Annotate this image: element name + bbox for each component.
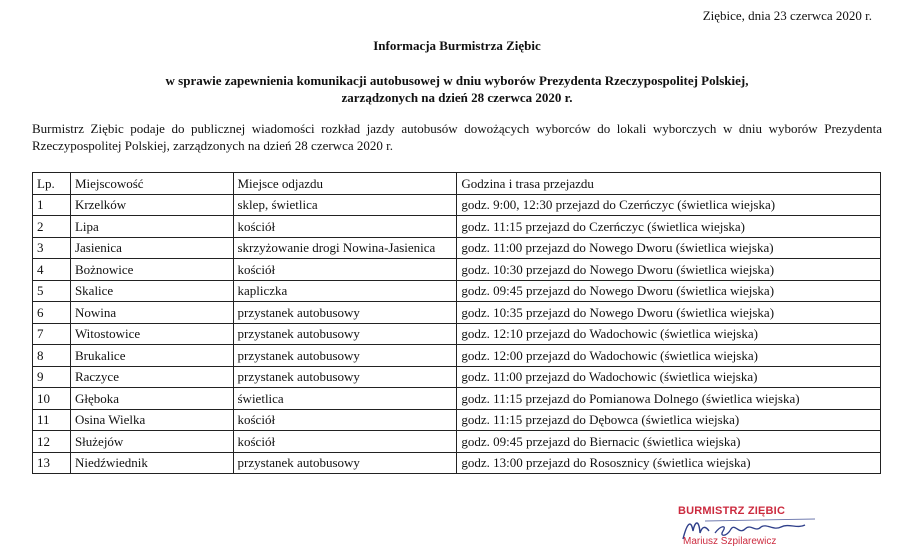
cell-miejscowosc: Krzelków: [70, 194, 233, 216]
cell-godzina-trasa: godz. 10:30 przejazd do Nowego Dworu (świetlica wiejska): [457, 259, 881, 281]
cell-lp: 11: [33, 409, 71, 431]
table-row: [33, 452, 881, 474]
table-row: [33, 302, 881, 324]
cell-godzina-trasa: godz. 11:15 przejazd do Czerńczyc (świetlica wiejska): [457, 216, 881, 238]
document-subtitle: [0, 72, 914, 106]
cell-godzina-trasa: godz. 12:10 przejazd do Wadochowic (świetlica wiejska): [457, 323, 881, 345]
table-row: [33, 323, 881, 345]
cell-godzina-trasa: godz. 11:00 przejazd do Nowego Dworu (świetlica wiejska): [457, 237, 881, 259]
cell-miejscowosc: Raczyce: [70, 366, 233, 388]
cell-miejsce-odjazdu: kościół: [233, 216, 457, 238]
official-stamp: [665, 505, 825, 551]
table-header-row: [33, 173, 881, 195]
cell-miejsce-odjazdu: przystanek autobusowy: [233, 302, 457, 324]
cell-miejsce-odjazdu: kościół: [233, 431, 457, 453]
cell-godzina-trasa: godz. 10:35 przejazd do Nowego Dworu (świetlica wiejska): [457, 302, 881, 324]
cell-lp: 9: [33, 366, 71, 388]
table-row: [33, 345, 881, 367]
table-row: [33, 280, 881, 302]
subtitle-line-1: w sprawie zapewnienia komunikacji autobusowej w dniu wyborów Prezydenta Rzeczypospolitej Polskiej,: [165, 73, 749, 88]
cell-miejscowosc: Służejów: [70, 431, 233, 453]
cell-miejsce-odjazdu: kościół: [233, 259, 457, 281]
cell-lp: 6: [33, 302, 71, 324]
cell-miejscowosc: Nowina: [70, 302, 233, 324]
cell-lp: 8: [33, 345, 71, 367]
cell-godzina-trasa: godz. 11:15 przejazd do Pomianowa Dolnego (świetlica wiejska): [457, 388, 881, 410]
header-godzina-trasa: Godzina i trasa przejazdu: [457, 173, 881, 195]
cell-miejsce-odjazdu: sklep, świetlica: [233, 194, 457, 216]
cell-lp: 7: [33, 323, 71, 345]
cell-godzina-trasa: godz. 09:45 przejazd do Biernacic (świetlica wiejska): [457, 431, 881, 453]
cell-godzina-trasa: godz. 9:00, 12:30 przejazd do Czerńczyc (świetlica wiejska): [457, 194, 881, 216]
subtitle-line-2: zarządzonych na dzień 28 czerwca 2020 r.: [341, 90, 573, 105]
cell-lp: 3: [33, 237, 71, 259]
cell-miejscowosc: Skalice: [70, 280, 233, 302]
cell-miejsce-odjazdu: przystanek autobusowy: [233, 345, 457, 367]
cell-godzina-trasa: godz. 13:00 przejazd do Rososznicy (świetlica wiejska): [457, 452, 881, 474]
intro-paragraph: Burmistrz Ziębic podaje do publicznej wiadomości rozkład jazdy autobusów dowożących wyborców do lokali wyborczych w dniu wyborów Prezydenta Rzeczypospolitej Polskiej, zarządzonych na dzień 28 czerwca 2020 r.: [32, 121, 882, 153]
cell-lp: 13: [33, 452, 71, 474]
table-row: [33, 259, 881, 281]
header-miejsce-odjazdu: Miejsce odjazdu: [233, 173, 457, 195]
cell-lp: 10: [33, 388, 71, 410]
header-miejscowosc: Miejscowość: [70, 173, 233, 195]
cell-miejsce-odjazdu: przystanek autobusowy: [233, 452, 457, 474]
bus-schedule-table: [32, 172, 881, 474]
table-row: [33, 194, 881, 216]
table-row: [33, 431, 881, 453]
cell-miejscowosc: Witostowice: [70, 323, 233, 345]
cell-miejscowosc: Brukalice: [70, 345, 233, 367]
cell-miejscowosc: Głęboka: [70, 388, 233, 410]
document-title: Informacja Burmistrza Ziębic: [373, 38, 541, 53]
cell-lp: 5: [33, 280, 71, 302]
cell-lp: 1: [33, 194, 71, 216]
cell-miejscowosc: Osina Wielka: [70, 409, 233, 431]
table-row: [33, 216, 881, 238]
document-date: Ziębice, dnia 23 czerwca 2020 r.: [702, 8, 872, 23]
cell-miejsce-odjazdu: przystanek autobusowy: [233, 366, 457, 388]
stamp-name: Mariusz Szpilarewicz: [683, 536, 777, 547]
table-row: [33, 366, 881, 388]
cell-miejsce-odjazdu: kościół: [233, 409, 457, 431]
cell-godzina-trasa: godz. 09:45 przejazd do Nowego Dworu (świetlica wiejska): [457, 280, 881, 302]
cell-miejsce-odjazdu: świetlica: [233, 388, 457, 410]
cell-lp: 12: [33, 431, 71, 453]
cell-miejsce-odjazdu: przystanek autobusowy: [233, 323, 457, 345]
table-row: [33, 237, 881, 259]
cell-godzina-trasa: godz. 11:00 przejazd do Wadochowic (świetlica wiejska): [457, 366, 881, 388]
cell-miejscowosc: Jasienica: [70, 237, 233, 259]
table-row: [33, 409, 881, 431]
cell-godzina-trasa: godz. 11:15 przejazd do Dębowca (świetlica wiejska): [457, 409, 881, 431]
cell-miejsce-odjazdu: skrzyżowanie drogi Nowina-Jasienica: [233, 237, 457, 259]
cell-lp: 4: [33, 259, 71, 281]
cell-miejscowosc: Niedźwiednik: [70, 452, 233, 474]
cell-miejscowosc: Bożnowice: [70, 259, 233, 281]
stamp-title: BURMISTRZ ZIĘBIC: [678, 505, 786, 517]
cell-lp: 2: [33, 216, 71, 238]
table-row: [33, 388, 881, 410]
cell-godzina-trasa: godz. 12:00 przejazd do Wadochowic (świetlica wiejska): [457, 345, 881, 367]
cell-miejsce-odjazdu: kapliczka: [233, 280, 457, 302]
cell-miejscowosc: Lipa: [70, 216, 233, 238]
header-lp: Lp.: [33, 173, 71, 195]
